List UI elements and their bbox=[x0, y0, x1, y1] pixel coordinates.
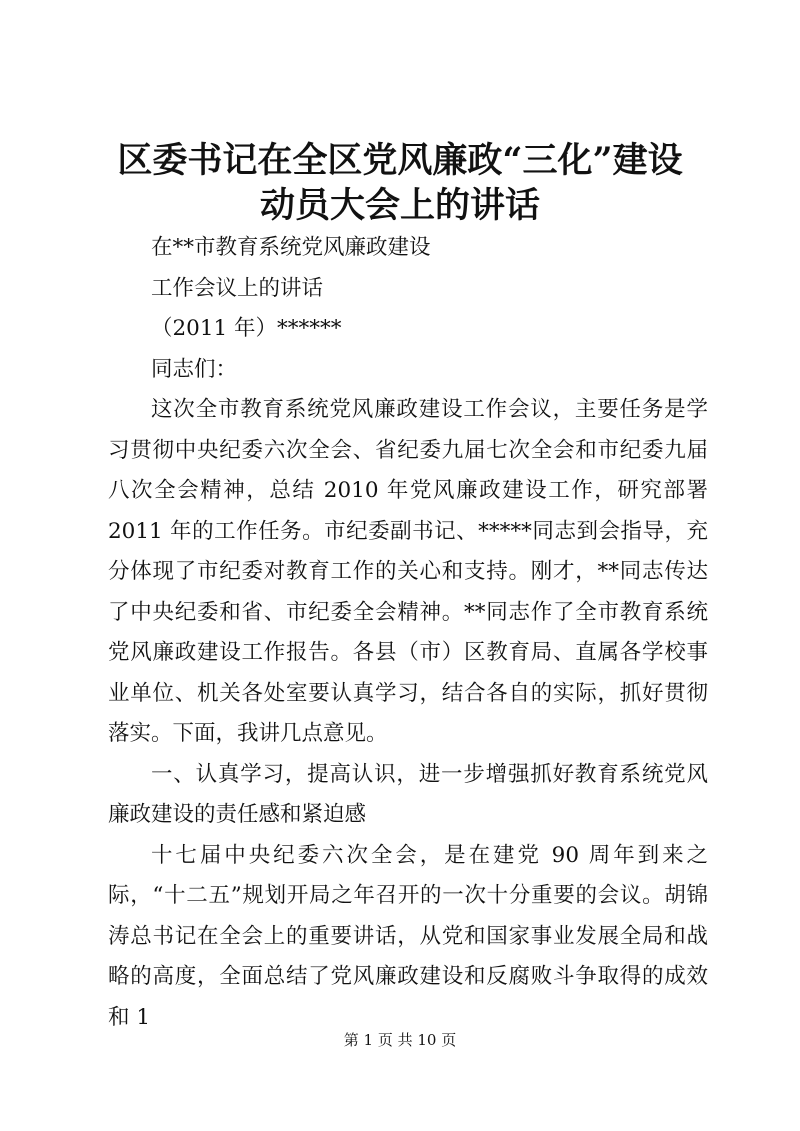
subtitle-line-1: 在**市教育系统党风廉政建设 bbox=[151, 235, 431, 260]
paragraph-opening: 这次全市教育系统党风廉政建设工作会议，主要任务是学习贯彻中央纪委六次全会、省纪委九届七次全会和市纪委九届八次全会精神，总结 2010 年党风廉政建设工作，研究部署 2011 年的工作任务。市纪委副书记、*****同志到会指导，充分体现了市纪委对教育工作的关心和支持。刚才，**同志传达了中央纪委和省、市纪委全会精神。**同志作了全市教育系统党风廉政建设工作报告。各县（市）区教育局、直属各学校事业单位、机关各处室要认真学习，结合各自的实际，抓好贯彻落实。下面，我讲几点意见。 bbox=[108, 397, 708, 746]
salutation: 同志们： bbox=[151, 356, 238, 382]
year-author-line: （2011 年）****** bbox=[151, 316, 342, 341]
page-number-footer: 第 1 页 共 10 页 bbox=[343, 1031, 457, 1049]
document-body bbox=[108, 228, 708, 1038]
paragraph-section-1: 十七届中央纪委六次全会，是在建党 90 周年到来之际，“十二五”规划开局之年召开的一次十分重要的会议。胡锦涛总书记在全会上的重要讲话，从党和国家事业发展全局和战略的高度，全面总结了党风廉政建设和反腐败斗争取得的成效和 1 bbox=[108, 842, 708, 1030]
subtitle-line-2: 工作会议上的讲话 bbox=[151, 275, 324, 301]
section-heading-1: 一、认真学习，提高认识，进一步增强抓好教育系统党风廉政建设的责任感和紧迫感 bbox=[108, 761, 708, 827]
document-title: 区委书记在全区党风廉政“三化”建设动员大会上的讲话 bbox=[117, 140, 683, 226]
